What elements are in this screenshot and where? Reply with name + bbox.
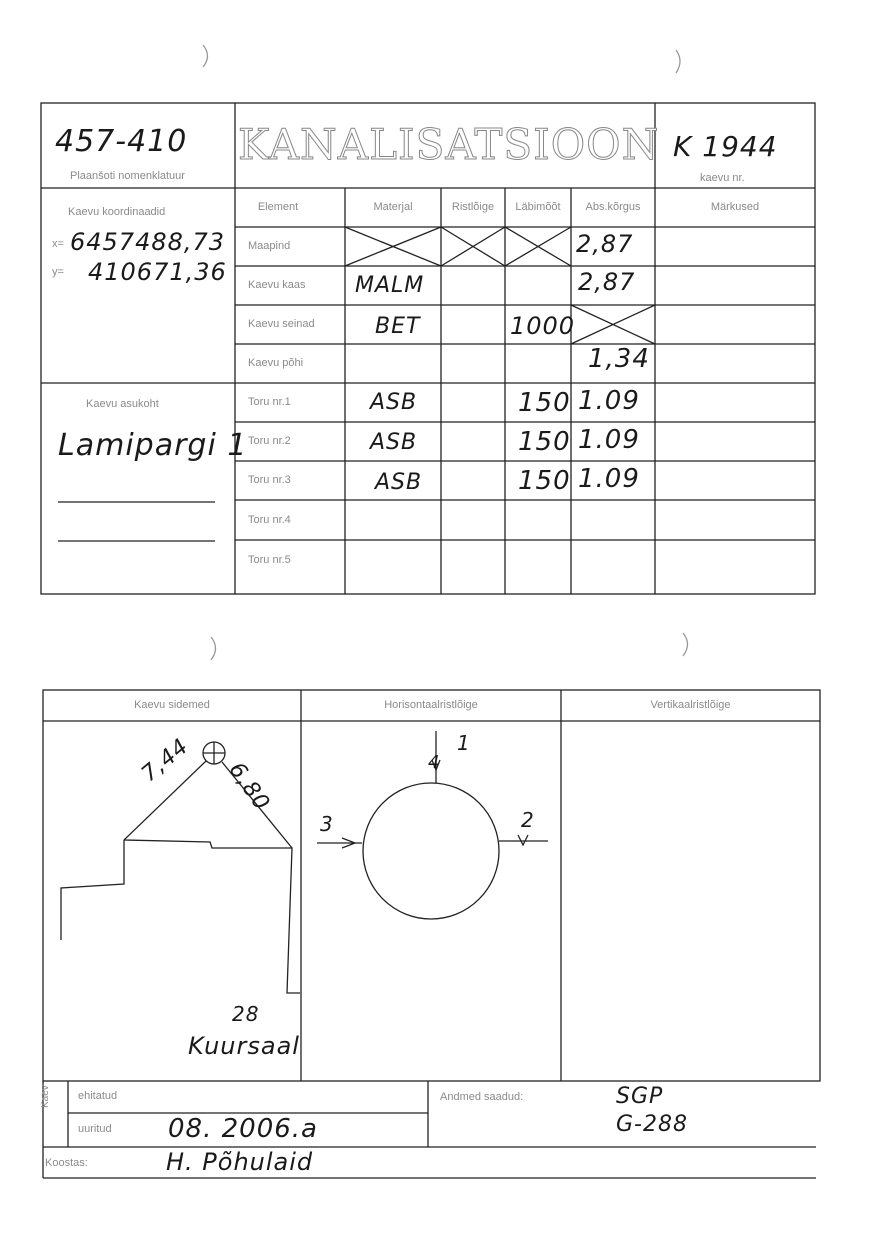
row-material: BET (375, 314, 421, 339)
row-height: 1.09 (578, 386, 640, 416)
row-element: Kaevu seinad (248, 318, 315, 330)
footer-side-label: Kaev (40, 1085, 51, 1108)
col-header-abs-height: Abs.kõrgus (585, 201, 641, 213)
built-label: ehitatud (78, 1090, 118, 1102)
links-header: Kaevu sidemed (134, 699, 210, 711)
row-element: Toru nr.2 (248, 435, 291, 447)
row-height: 1,34 (588, 344, 650, 374)
pipe-4-label: 4 (428, 752, 441, 773)
data-source-value-2: G-288 (616, 1112, 688, 1137)
row-element: Kaevu põhi (248, 357, 304, 369)
row-diameter: 150 (518, 427, 571, 457)
pipe-2-label: 2 (521, 808, 535, 832)
well-number-label: kaevu nr. (700, 172, 745, 184)
house-number: 28 (232, 1002, 260, 1026)
row-element: Maapind (248, 240, 291, 252)
punch-mark (676, 50, 680, 73)
y-prefix: y= (52, 266, 64, 278)
col-header-diameter: Läbimõõt (515, 201, 561, 213)
row-material: ASB (370, 390, 418, 415)
col-header-cross-section: Ristlõige (451, 201, 495, 213)
street-name: Kuursaal (188, 1032, 300, 1060)
building-outline (61, 840, 124, 940)
row-height: 1.09 (578, 464, 640, 494)
compiler-value: H. Põhulaid (166, 1148, 314, 1176)
data-source-label: Andmed saadud: (440, 1091, 524, 1103)
row-element: Toru nr.5 (248, 554, 291, 566)
row-material: ASB (375, 470, 423, 495)
row-height: 2,87 (576, 230, 634, 258)
row-height: 1.09 (578, 425, 640, 455)
row-material: MALM (355, 273, 425, 298)
building-outline (124, 840, 300, 993)
col-header-remarks: Märkused (710, 201, 760, 213)
well-number-value: K 1944 (673, 130, 778, 163)
location-value: Lamipargi 1 (58, 428, 248, 463)
punch-mark (203, 45, 208, 67)
nomenclature-value: 457-410 (55, 124, 188, 159)
row-diameter: 150 (518, 388, 571, 418)
row-element: Toru nr.4 (248, 514, 291, 526)
row-element: Toru nr.3 (248, 474, 291, 486)
row-element: Kaevu kaas (248, 279, 306, 291)
row-material: ASB (370, 430, 418, 455)
well-circle (363, 783, 499, 919)
data-source-value-1: SGP (616, 1084, 664, 1109)
row-element: Toru nr.1 (248, 396, 291, 408)
x-coordinate: 6457488,73 (70, 228, 226, 256)
pipe-1-label: 1 (457, 731, 471, 755)
y-coordinate: 410671,36 (88, 258, 227, 286)
row-diameter: 1000 (510, 312, 576, 340)
row-height: 2,87 (578, 268, 636, 296)
punch-mark (211, 637, 216, 660)
distance-left: 7,44 (137, 733, 194, 788)
nomenclature-label: Plaanšoti nomenklatuur (70, 170, 185, 182)
inspected-label: uuritud (78, 1123, 112, 1135)
form-title: KANALISATSIOON (238, 120, 660, 169)
col-header-material: Materjal (373, 201, 413, 213)
pipe-3-label: 3 (320, 812, 334, 836)
vertical-section-header: Vertikaalristlõige (650, 699, 731, 711)
x-prefix: x= (52, 238, 64, 250)
row-diameter: 150 (518, 466, 571, 496)
col-header-element: Element (257, 201, 299, 213)
horizontal-section-header: Horisontaalristlõige (384, 699, 478, 711)
coordinates-label: Kaevu koordinaadid (68, 206, 166, 218)
compiler-label: Koostas: (45, 1157, 88, 1169)
inspected-value: 08. 2006.a (168, 1114, 318, 1144)
distance-right: 6,80 (223, 758, 275, 816)
location-label: Kaevu asukoht (86, 398, 159, 410)
punch-mark (683, 633, 688, 656)
